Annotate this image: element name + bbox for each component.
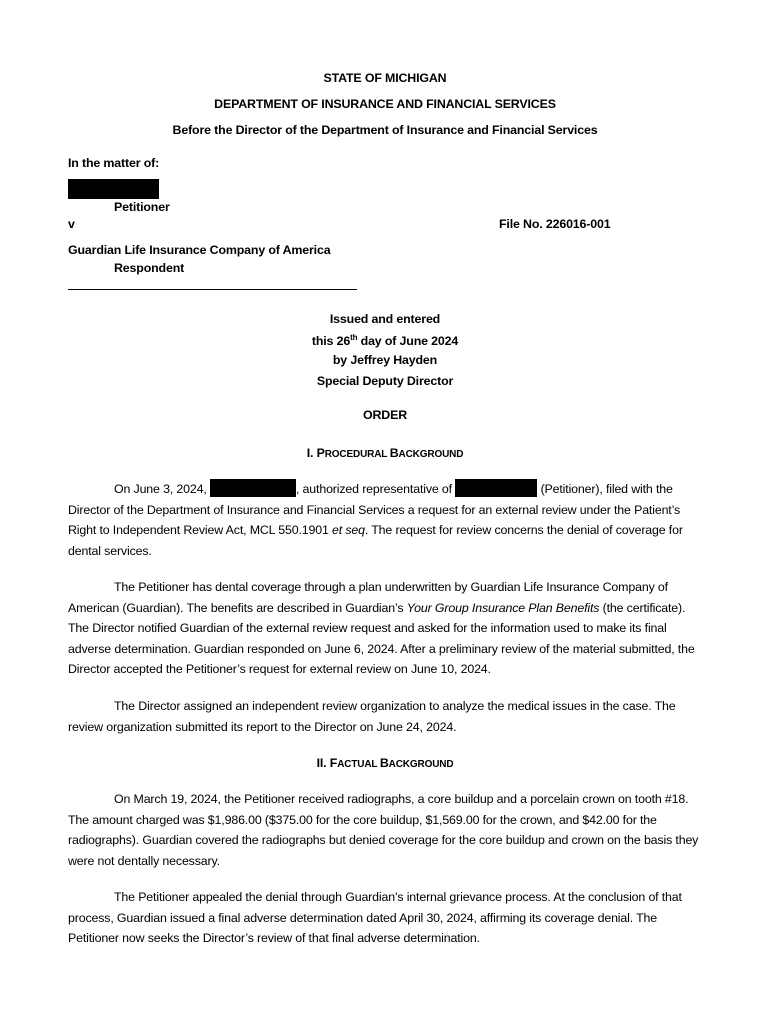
section-2-cap1: F: [329, 756, 338, 770]
section-1-heading: [0, 446, 770, 460]
issued-line-2: [0, 333, 770, 348]
respondent-label: Respondent: [114, 261, 185, 275]
petitioner-name-redaction: [68, 179, 159, 199]
issued-line-4: Special Deputy Director: [316, 374, 454, 388]
issued-line-2-pre: this 26: [311, 334, 351, 349]
order-title: ORDER: [363, 408, 407, 422]
p1-part-d: . The request for review concerns the denial of coverage for dental services.: [68, 523, 683, 558]
section-2-heading: [0, 756, 770, 770]
file-number: File No. 226016-001: [499, 217, 611, 231]
p1-italic: et seq: [332, 523, 365, 537]
section-1-rest1: ROCEDURAL: [324, 449, 390, 460]
p5-text: The Petitioner appealed the denial through Guardian’s internal grievance process. At the conclusion of that process, Guardian issued a final adverse determination dated April 30, 2024, affirming its coverage denial. The Petitioner now seeks the Director’s review of that final adverse determination.: [68, 890, 682, 945]
p2-italic: Your Group Insurance Plan Benefits: [406, 600, 600, 615]
issued-line-2-post: day of June 2024: [357, 334, 459, 349]
section-2-rest2: ACKGROUND: [388, 759, 454, 770]
header-department: DEPARTMENT OF INSURANCE AND FINANCIAL SERVICES: [214, 97, 556, 111]
section-1-cap2: B: [389, 446, 399, 460]
paragraph-2: [68, 577, 704, 680]
p1-part-a: On June 3, 2024,: [114, 482, 207, 496]
p3-text: The Director assigned an independent review organization to analyze the medical issues in the case. The review organization submitted its report to the Director on June 24, 2024.: [68, 699, 676, 734]
section-1-rest2: ACKGROUND: [398, 449, 464, 460]
section-2-rest1: ACTUAL: [337, 759, 380, 770]
issued-line-3: by Jeffrey Hayden: [332, 353, 438, 367]
petitioner-label: Petitioner: [114, 200, 170, 214]
petitioner-name-redaction-2: [455, 479, 537, 497]
representative-name-redaction: [210, 479, 296, 497]
section-2-numeral: II.: [316, 756, 327, 770]
header-before: Before the Director of the Department of Insurance and Financial Services: [172, 123, 598, 137]
issued-line-1: Issued and entered: [329, 312, 441, 326]
p4-text: On March 19, 2024, the Petitioner received radiographs, a core buildup and a porcelain crown on tooth #18. The amount charged was $1,986.00 ($375.00 for the core buildup, $1,569.00 for the crown, and $42.00 for the radiographs). Guardian covered the radiographs but denied coverage for the core buildup and crown on the basis they were not dentally necessary.: [68, 792, 699, 868]
issued-line-2-sup: th: [350, 333, 358, 342]
paragraph-1: [68, 479, 704, 561]
respondent-name: Guardian Life Insurance Company of America: [68, 243, 331, 257]
versus-label: v: [68, 217, 75, 231]
p1-part-b: , authorized representative of: [295, 482, 452, 496]
section-1-numeral: I.: [306, 446, 314, 460]
in-the-matter-of: In the matter of:: [68, 156, 160, 170]
header-state: STATE OF MICHIGAN: [323, 71, 447, 85]
section-1-cap1: P: [316, 446, 325, 460]
section-2-cap2: B: [379, 756, 389, 770]
caption-divider: [68, 289, 357, 290]
p2-part-a: The Petitioner has dental coverage through a plan underwritten by Guardian Life Insurance Company of American (Guardian). The benefits are described in Guardian’s: [68, 580, 668, 615]
p2-part-b: (the certificate). The Director notified Guardian of the external review request and asked for the information used to make its final adverse determination. Guardian responded on June 6, 2024. After a preliminary review of the material submitted, the Director accepted the Petitioner’s request for external review on June 10, 2024.: [68, 600, 695, 676]
paragraph-5: [68, 887, 704, 949]
paragraph-4: [68, 789, 704, 871]
paragraph-3: [68, 696, 704, 737]
p1-part-c: (Petitioner), filed with the Director of the Department of Insurance and Financial Services a request for an external review under the Patient’s Right to Independent Review Act, MCL 550.1901: [68, 482, 681, 537]
